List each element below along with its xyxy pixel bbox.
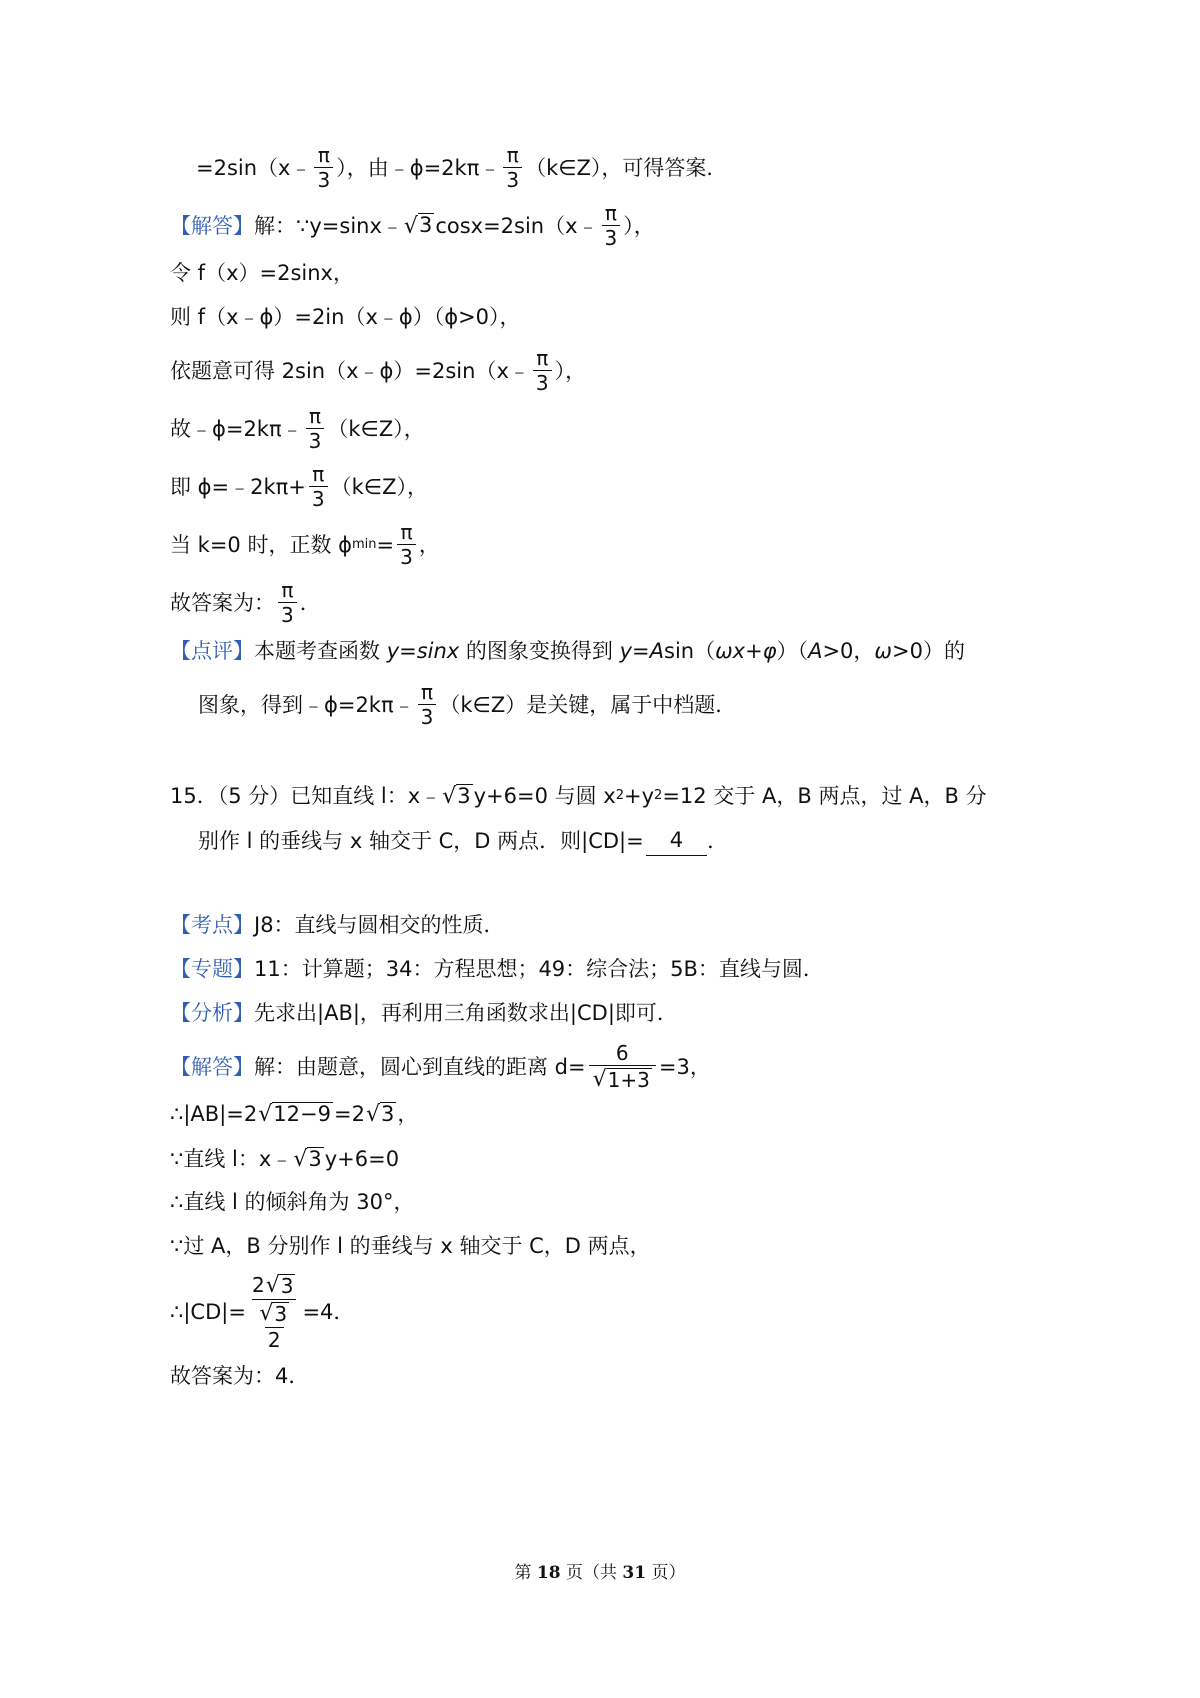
zhuanti-line: [170, 954, 824, 984]
line-top-3: [170, 258, 354, 288]
fraction-cd: [249, 1274, 300, 1350]
radicand: 3: [380, 1101, 395, 1126]
fraction-pi-3: [418, 682, 437, 727]
page-number: 18: [536, 1563, 561, 1583]
answer-blank: 4: [646, 825, 707, 856]
text: =: [376, 532, 395, 557]
section-tag: 【点评】: [170, 639, 254, 663]
text: 别作 l 的垂线与 x 轴交于 C，D 两点．则|CD|=: [198, 828, 644, 853]
sqrt: √ 12−9: [258, 1101, 331, 1128]
step-perpendicular: [170, 1231, 651, 1261]
text: 当 k=0 时，正数 ϕ: [170, 532, 352, 557]
superscript: 2: [615, 788, 625, 803]
numerator: π: [400, 520, 413, 544]
text: ∴|AB|=2: [170, 1102, 258, 1126]
formula: ω: [874, 639, 892, 663]
section-tag: 【专题】: [170, 957, 254, 981]
text: y+6=0: [324, 1147, 400, 1171]
text: ∵直线 l：x﹣: [170, 1147, 293, 1171]
numerator: π: [281, 578, 294, 602]
text: =12 交于 A，B 两点，过 A，B 分: [662, 784, 987, 808]
denominator: 3: [278, 602, 297, 625]
numerator: π: [308, 404, 322, 428]
text: J8：直线与圆相交的性质．: [254, 913, 505, 937]
numerator: π: [317, 143, 330, 167]
text: 故答案为：: [170, 590, 275, 615]
text: =2: [333, 1102, 365, 1126]
text: 11：计算题；34：方程思想；49：综合法；5B：直线与圆．: [254, 957, 824, 981]
text: ∴直线 l 的倾斜角为 30°，: [170, 1190, 415, 1214]
text: 页（共: [560, 1563, 623, 1583]
fraction-pi-3: [314, 145, 333, 190]
radicand: 3: [280, 1274, 294, 1298]
radicand: 3: [418, 213, 433, 238]
section-tag: 【解答】: [170, 213, 254, 238]
denominator: 3: [314, 167, 333, 190]
text: =3，: [658, 1055, 711, 1079]
section-tag: 【分析】: [170, 1001, 254, 1025]
jieda-line: [170, 1043, 711, 1091]
fraction-pi-3: [533, 348, 552, 393]
denominator: 3: [418, 704, 437, 727]
fraction-pi-3: [278, 580, 297, 625]
denominator: 2: [265, 1327, 284, 1350]
step-ab: [170, 1099, 418, 1129]
line-top-1: [196, 145, 727, 190]
denominator: [589, 1065, 656, 1091]
text: ，: [397, 1102, 419, 1126]
page-total: 31: [622, 1563, 647, 1583]
line-top-8: [170, 522, 440, 567]
numerator: 6: [615, 1041, 629, 1065]
text: 即 ϕ=﹣2kπ+: [170, 474, 306, 499]
step-angle: [170, 1187, 414, 1217]
text: +y: [624, 784, 655, 808]
text: ），: [623, 213, 655, 238]
fraction-pi-3: [503, 145, 522, 190]
superscript: 2: [654, 788, 663, 803]
sqrt: √ 3: [403, 213, 433, 239]
denominator: 3: [309, 486, 328, 509]
denominator: 3: [533, 370, 552, 393]
denominator: 3: [306, 428, 325, 451]
numerator: [255, 1302, 293, 1327]
line-top-11: [198, 682, 736, 727]
denominator: 3: [397, 544, 416, 567]
text: ．: [299, 590, 321, 615]
fraction-pi-3: [309, 464, 328, 509]
line-top-4: [170, 302, 521, 332]
text: y+6=0 与圆 x: [473, 784, 616, 808]
text: （k∈Z），: [327, 416, 425, 441]
line-top-9: [170, 580, 321, 625]
line-top-2: [170, 203, 655, 248]
text: 的图象变换得到: [465, 639, 613, 663]
text: 页）: [646, 1563, 686, 1583]
section-tag: 【考点】: [170, 913, 254, 937]
fraction-pi-3: [306, 406, 325, 451]
kaodian-line: [170, 910, 505, 940]
page-footer: [0, 1558, 1200, 1583]
text: 第: [514, 1563, 537, 1583]
radicand: 12−9: [273, 1101, 331, 1126]
numerator: [249, 1274, 300, 1299]
text: 则 f（x﹣ϕ）=2in（x﹣ϕ）（ϕ>0），: [170, 305, 521, 329]
step-cd: [170, 1272, 354, 1352]
denominator: 3: [602, 225, 621, 248]
question-15-line-1: [170, 781, 987, 811]
numerator: π: [536, 346, 549, 370]
text: ∵过 A，B 分别作 l 的垂线与 x 轴交于 C，D 两点，: [170, 1234, 651, 1258]
formula: A: [808, 639, 823, 663]
radicand: 3: [457, 783, 471, 808]
coefficient: 2: [251, 1273, 265, 1297]
radicand: 1+3: [607, 1068, 650, 1092]
text: 图象，得到﹣ϕ=2kπ﹣: [198, 692, 415, 717]
final-answer: [170, 1361, 309, 1391]
line-top-7: [170, 464, 428, 509]
fraction-pi-3: [397, 522, 416, 567]
text: （k∈Z）是关键，属于中档题．: [439, 692, 737, 717]
sqrt: √ 3: [259, 1301, 288, 1326]
fraction-pi-3: [602, 203, 621, 248]
text: ），由﹣ϕ=2kπ﹣: [336, 155, 501, 180]
text: ）（: [776, 639, 809, 663]
fraction-sqrt3-2: [255, 1302, 293, 1350]
sqrt: √ 1+3: [592, 1067, 650, 1092]
numerator: π: [420, 680, 434, 704]
sqrt: √ 3: [265, 1273, 294, 1298]
text: 故答案为：4．: [170, 1364, 310, 1388]
text: >0，: [822, 639, 875, 663]
text: =4．: [302, 1300, 355, 1324]
text: 15．（5 分）已知直线 l：x﹣: [170, 784, 442, 808]
formula: y=sinx: [386, 639, 460, 663]
numerator: π: [506, 143, 519, 167]
numerator: π: [312, 462, 325, 486]
denominator: 3: [503, 167, 522, 190]
numerator: π: [604, 201, 617, 225]
text: 令 f（x）=2sinx，: [170, 261, 354, 285]
text: 本题考查函数: [254, 639, 380, 663]
text: cosx=2sin（x﹣: [435, 213, 599, 238]
text: （k∈Z），: [330, 474, 428, 499]
subscript: min: [352, 536, 377, 552]
text: 故﹣ϕ=2kπ﹣: [170, 416, 303, 441]
text: =2sin（x﹣: [196, 155, 312, 180]
formula: y=A: [619, 639, 664, 663]
radicand: 3: [308, 1146, 322, 1171]
line-top-10: [170, 636, 965, 666]
line-top-6: [170, 406, 425, 451]
section-tag: 【解答】: [170, 1055, 254, 1079]
denominator: [252, 1299, 296, 1350]
text: 先求出|AB|，再利用三角函数求出|CD|即可．: [254, 1001, 678, 1025]
sqrt: √ 3: [293, 1146, 322, 1173]
text: 解：∵y=sinx﹣: [254, 213, 403, 238]
step-line-eq: [170, 1144, 399, 1174]
fenxi-line: [170, 998, 678, 1028]
text: 依题意可得 2sin（x﹣ϕ）=2sin（x﹣: [170, 358, 530, 383]
line-top-5: [170, 348, 586, 393]
text: （k∈Z），可得答案．: [525, 155, 728, 180]
text: >0）的: [892, 639, 965, 663]
text: ，: [418, 532, 440, 557]
formula: ωx+φ: [715, 639, 777, 663]
text: ），: [554, 358, 587, 383]
text: ∴|CD|=: [170, 1300, 246, 1324]
fraction-distance: [589, 1043, 656, 1091]
sqrt: √ 3: [442, 783, 471, 810]
sqrt: √ 3: [365, 1101, 395, 1128]
question-15-line-2: [198, 825, 728, 856]
text: ．: [707, 828, 729, 853]
radicand: 3: [274, 1302, 288, 1326]
text: sin（: [664, 639, 716, 663]
text: 解：由题意，圆心到直线的距离 d=: [254, 1055, 586, 1079]
